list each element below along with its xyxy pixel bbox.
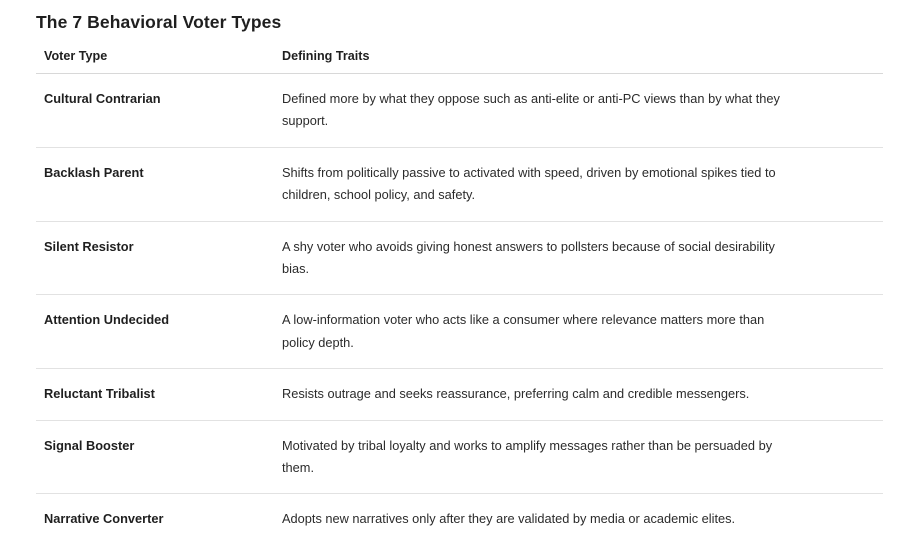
cell-defining-traits: A low-information voter who acts like a consumer where relevance matters more than policy depth. — [274, 295, 883, 369]
voter-types-table — [36, 49, 883, 545]
cell-voter-type: Silent Resistor — [36, 221, 274, 295]
table-row — [36, 295, 883, 369]
column-header-defining-traits: Defining Traits — [274, 49, 883, 74]
table-row — [36, 74, 883, 148]
cell-voter-type: Reluctant Tribalist — [36, 369, 274, 420]
cell-defining-traits: Motivated by tribal loyalty and works to amplify messages rather than be persuaded by them. — [274, 420, 883, 494]
cell-defining-traits: Resists outrage and seeks reassurance, preferring calm and credible messengers. — [274, 369, 883, 420]
table-body — [36, 74, 883, 545]
cell-defining-traits: Adopts new narratives only after they are validated by media or academic elites. — [282, 511, 736, 527]
cell-voter-type: Backlash Parent — [36, 147, 274, 221]
table-row — [36, 494, 883, 545]
column-header-voter-type: Voter Type — [36, 49, 274, 74]
cell-voter-type: Cultural Contrarian — [36, 74, 274, 148]
table-header-row — [36, 49, 883, 74]
cell-defining-traits: Shifts from politically passive to activated with speed, driven by emotional spikes tied to children, school policy, and safety. — [274, 147, 883, 221]
cell-voter-type: Signal Booster — [36, 420, 274, 494]
table-row — [36, 369, 883, 420]
cell-defining-traits: A shy voter who avoids giving honest answers to pollsters because of social desirability bias. — [274, 221, 883, 295]
cell-defining-traits: Defined more by what they oppose such as anti-elite or anti-PC views than by what they support. — [274, 74, 883, 148]
table-header — [36, 49, 883, 74]
cell-voter-type: Narrative Converter — [44, 511, 164, 527]
table-row — [36, 147, 883, 221]
page-title: The 7 Behavioral Voter Types — [36, 12, 282, 32]
cell-voter-type: Attention Undecided — [36, 295, 274, 369]
table-row — [36, 221, 883, 295]
table-row — [36, 420, 883, 494]
